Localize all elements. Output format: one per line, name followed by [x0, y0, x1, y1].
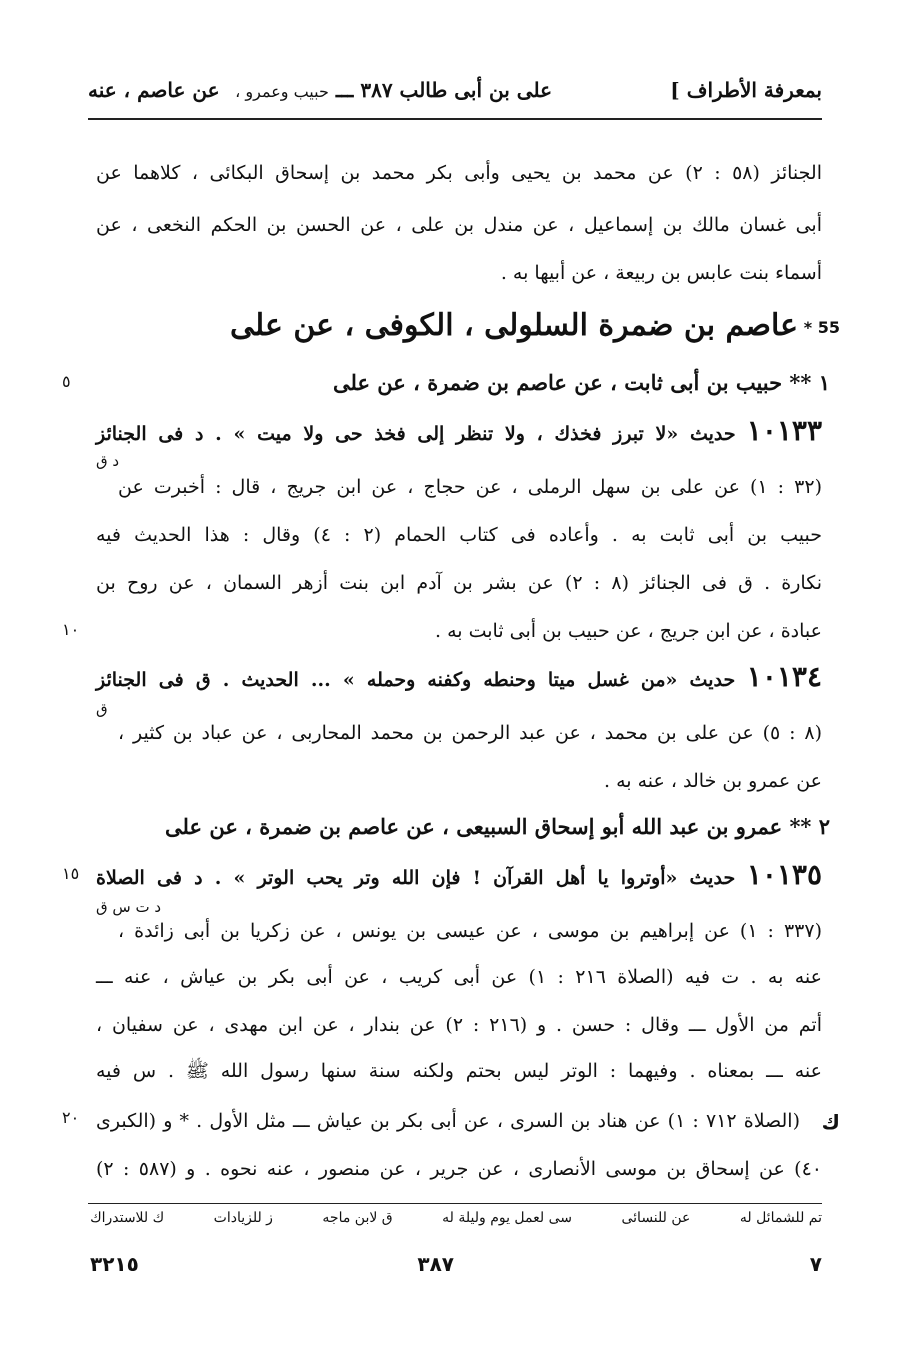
- hadith-text: حديث «من غسل ميتا وحنطه وكفنه وحمله » ... الحديث . ق فى الجنائز: [96, 669, 736, 691]
- header-right: بمعرفة الأطراف ]: [670, 78, 822, 102]
- hadith-number: ١٠١٣٤: [746, 660, 822, 693]
- entry-heading: عاصم بن ضمرة السلولى ، الكوفى ، عن على: [230, 308, 798, 343]
- text-line: عن عمرو بن خالد ، عنه به .: [603, 770, 822, 792]
- entry-number: 55 *: [803, 318, 840, 337]
- margin-line-number: ١٥: [62, 864, 80, 883]
- sub-entry-heading: ١ ** حبيب بن أبى ثابت ، عن عاصم بن ضمرة ، عن على: [333, 370, 830, 395]
- text-line: عبادة ، عن ابن جريج ، عن حبيب بن أبى ثابت به .: [435, 620, 822, 642]
- margin-line-number: ٢٠: [62, 1108, 80, 1127]
- hadith-text: حديث «أوتروا يا أهل القرآن ! فإن الله وتر يحب الوتر » . د فى الصلاة: [96, 867, 736, 889]
- sigla-key: [90, 1210, 822, 1234]
- siglum-kaf: ك: [821, 1110, 840, 1134]
- text-line: ٤٠) عن إسحاق بن موسى الأنصارى ، عن جرير ، عن منصور ، عنه نحوه . و (٥٨٧ : ٢): [96, 1158, 822, 1180]
- siglum-key-item: عن للنسائى: [621, 1210, 691, 1226]
- margin-line-number: ٥: [62, 372, 71, 391]
- header-center-small: حبيب وعمرو ،: [235, 82, 329, 101]
- text-line: أتم من الأول ـــ وقال : حسن . و (٢١٦ : ٢) عن بندار ، عن ابن مهدى ، عن سفيان ،: [96, 1014, 823, 1036]
- text-line: أسماء بنت عابس بن ربيعة ، عن أبيها به .: [500, 262, 822, 284]
- header-center-main: على بن أبى طالب ٣٨٧ ـــ: [335, 78, 552, 102]
- text-line: الجنائز (٥٨ : ٢) عن محمد بن يحيى وأبى بكر محمد بن إسحاق البكائى ، كلاهما عن: [96, 162, 822, 184]
- siglum-mark: ق: [96, 700, 108, 718]
- siglum-key-item: ق لابن ماجه: [322, 1210, 393, 1226]
- header-left: عن عاصم ، عنه: [88, 78, 220, 102]
- hadith-number: ١٠١٣٥: [746, 858, 823, 891]
- volume-number: ٧: [809, 1252, 822, 1276]
- hadith-text: حديث «لا تبرز فخذك ، ولا تنظر إلى فخذ حى ولا ميت » . د فى الجنائز: [96, 423, 736, 445]
- header-center: [235, 78, 552, 102]
- hadith-line: [96, 662, 822, 695]
- hadith-number: ١٠١٣٣: [746, 414, 822, 447]
- text-line: نكارة . ق فى الجنائز (٨ : ٢) عن بشر بن آدم ابن بنت أزهر السمان ، عن روح بن: [96, 572, 823, 594]
- folio-line: [90, 1252, 822, 1282]
- section-number: ٣٨٧: [417, 1252, 454, 1276]
- siglum-key-item: تم للشمائل له: [739, 1210, 822, 1226]
- text-line: (٣٢ : ١) عن على بن سهل الرملى ، عن حجاج ، عن ابن جريج ، قال : أخبرت عن: [118, 476, 822, 498]
- siglum-mark: د ق: [96, 452, 120, 470]
- siglum-key-item: ز للزيادات: [213, 1210, 273, 1226]
- hadith-line: [96, 416, 822, 449]
- siglum-key-item: سى لعمل يوم وليلة له: [442, 1210, 573, 1226]
- text-line: (٣٣٧ : ١) عن إبراهيم بن موسى ، عن عيسى بن يونس ، عن زكريا بن أبى زائدة ،: [118, 920, 823, 942]
- footer-rule: [88, 1203, 822, 1204]
- hadith-line: [96, 860, 822, 893]
- text-line: حبيب بن أبى ثابت به . وأعاده فى كتاب الحمام (٢ : ٤) وقال : هذا الحديث فيه: [96, 524, 823, 546]
- margin-line-number: ١٠: [62, 620, 80, 639]
- text-line: أبى غسان مالك بن إسماعيل ، عن مندل بن على ، عن الحسن بن الحكم النخعى ، عن: [96, 214, 822, 236]
- siglum-key-item: ك للاستدراك: [90, 1210, 165, 1226]
- text-line: (٨ : ٥) عن على بن محمد ، عن عبد الرحمن بن محمد المحاربى ، عن عباد بن كثير ،: [118, 722, 822, 744]
- text-line: عنه به . ت فيه (الصلاة ٢١٦ : ١) عن أبى كريب ، عن أبى بكر بن عياش ، عنه ـــ: [96, 966, 823, 988]
- page-number: ٣٢١٥: [90, 1252, 139, 1276]
- running-header: [88, 74, 822, 114]
- header-rule: [88, 118, 822, 120]
- sub-entry-heading: ٢ ** عمرو بن عبد الله أبو إسحاق السبيعى ، عن عاصم بن ضمرة ، عن على: [165, 814, 830, 839]
- text-line: عنه ـــ بمعناه . وفيهما : الوتر ليس بحتم ولكنه سنة سنها رسول الله ﷺ . س فيه: [96, 1060, 823, 1082]
- siglum-mark: د ت س ق: [96, 898, 162, 916]
- text-line: (الصلاة ٧١٢ : ١) عن هناد بن السرى ، عن أبى بكر بن عياش ـــ مثل الأول . * و (الكبرى: [96, 1110, 801, 1132]
